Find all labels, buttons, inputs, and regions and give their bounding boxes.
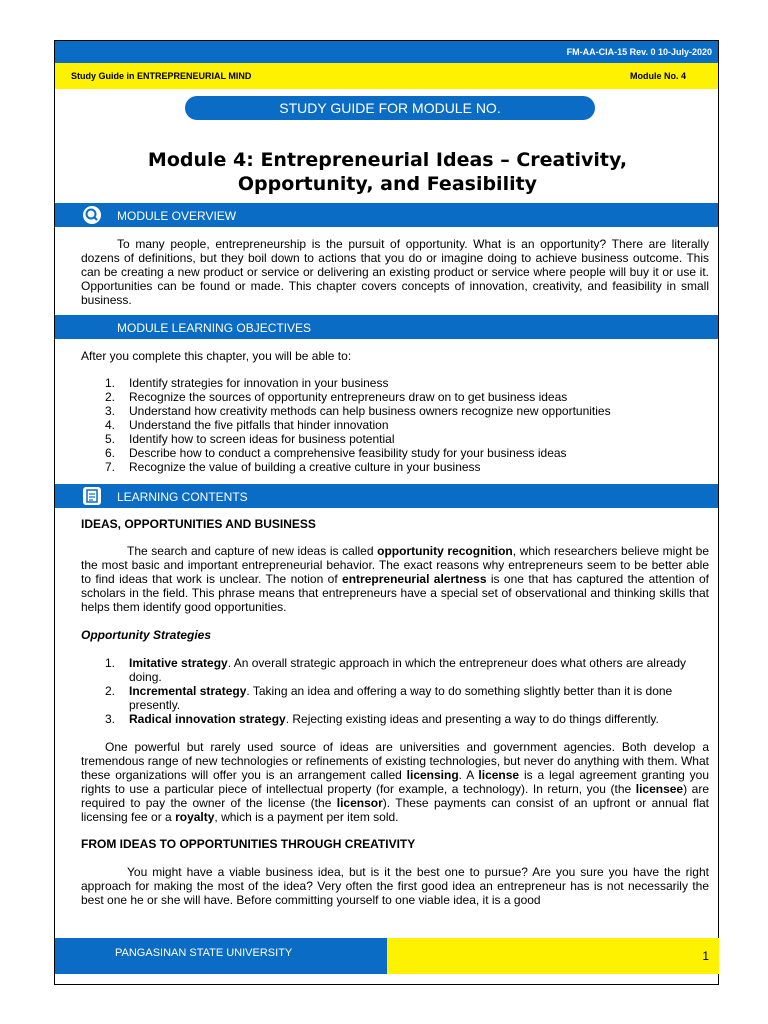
paragraph-opportunity-recognition: The search and capture of new ideas is called opportunity recognition, which researchers believe might be the most basic and important entrepreneurial behavior. The exact reasons why entrepreneurs seem to be better able to find ideas that work is unclear. The notion of entrepreneurial alertness is one that has captured the attention of scholars in the field. This phrase means that entrepreneurs have a special set of observational and thinking skills that helps them identify good opportunities. bbox=[81, 544, 710, 614]
learning-objectives-bar bbox=[55, 315, 718, 339]
strategies-list bbox=[81, 656, 709, 726]
page-title bbox=[95, 148, 680, 196]
document-page bbox=[54, 40, 719, 985]
learning-contents-bar bbox=[55, 484, 718, 508]
list-item: 1. Imitative strategy. An overall strategic approach in which the entrepreneur does what others are already doing. bbox=[105, 656, 686, 684]
module-overview-bar bbox=[55, 203, 718, 227]
document-code: FM-AA-CIA-15 Rev. 0 10-July-2020 bbox=[566, 47, 712, 57]
list-item: 1. Identify strategies for innovation in your business bbox=[105, 376, 389, 390]
magnifier-icon bbox=[83, 206, 101, 224]
paragraph-creativity: You might have a viable business idea, but is it the best one to pursue? Are you sure you have the right approach for making the most of the idea? Very often the first good idea an entrepreneur has is not necessarily the best one he or she will have. Before committing yourself to one viable idea, it is a good bbox=[81, 865, 709, 907]
overview-text: To many people, entrepreneurship is the pursuit of opportunity. What is an opportunity? There are literally dozens of definitions, but they boil down to actions that you do or imagine doing to achieve business outcome. This can be creating a new product or service or delivering an existing product or service where people will buy it or use it. Opportunities can be found or made. This chapter covers concepts of innovation, creativity, and feasibility in small business. bbox=[81, 237, 709, 307]
list-item: 3. Understand how creativity methods can help business owners recognize new opportunities bbox=[105, 404, 611, 418]
objectives-intro: After you complete this chapter, you will be able to: bbox=[81, 349, 352, 363]
page-number: 1 bbox=[702, 949, 709, 963]
strategies-heading: Opportunity Strategies bbox=[81, 628, 212, 642]
study-guide-label: Study Guide in ENTREPRENEURIAL MIND bbox=[71, 71, 252, 81]
module-number-label: Module No. 4 bbox=[630, 71, 686, 81]
list-item: 2. Recognize the sources of opportunity entrepreneurs draw on to get business ideas bbox=[105, 390, 568, 404]
footer-page bbox=[387, 938, 719, 974]
title-line-2: Opportunity, and Feasibility bbox=[237, 173, 538, 195]
paragraph-licensing: One powerful but rarely used source of ideas are universities and government agencies. Both develop a tremendous range of new technologies or refinements of existing technologies, but never do anything with them. What these organizations will offer you is an arrangement called licensing. A license is a legal agreement granting you rights to use a particular piece of intellectual property (for example, a technology). In return, you (the licensee) are required to pay the owner of the license (the licensor). These payments can consist of an upfront or annual flat licensing fee or a royalty, which is a payment per item sold. bbox=[81, 740, 710, 824]
list-item: 4. Understand the five pitfalls that hinder innovation bbox=[105, 418, 389, 432]
list-item: 3. Radical innovation strategy. Rejecting existing ideas and presenting a way to do things differently. bbox=[105, 712, 659, 726]
section-heading-ideas: IDEAS, OPPORTUNITIES AND BUSINESS bbox=[81, 517, 316, 531]
title-line-1: Module 4: Entrepreneurial Ideas – Creativity, bbox=[147, 149, 628, 171]
section-heading-creativity: FROM IDEAS TO OPPORTUNITIES THROUGH CREATIVITY bbox=[81, 837, 416, 851]
learning-contents-heading: LEARNING CONTENTS bbox=[117, 490, 248, 504]
university-name: PANGASINAN STATE UNIVERSITY bbox=[115, 947, 293, 959]
module-overview-heading: MODULE OVERVIEW bbox=[117, 209, 237, 223]
study-guide-banner: STUDY GUIDE FOR MODULE NO. bbox=[185, 96, 595, 120]
footer-university bbox=[55, 938, 387, 974]
objectives-list bbox=[81, 376, 709, 474]
list-item: 7. Recognize the value of building a creative culture in your business bbox=[105, 460, 481, 474]
learning-objectives-heading: MODULE LEARNING OBJECTIVES bbox=[117, 321, 312, 335]
list-item: 6. Describe how to conduct a comprehensive feasibility study for your business ideas bbox=[105, 446, 567, 460]
document-icon bbox=[83, 487, 101, 505]
study-guide-header bbox=[55, 63, 718, 89]
document-code-bar bbox=[55, 41, 718, 63]
list-item: 2. Incremental strategy. Taking an idea and offering a way to do something slightly better than it is done presently. bbox=[105, 684, 673, 712]
list-item: 5. Identify how to screen ideas for business potential bbox=[105, 432, 395, 446]
